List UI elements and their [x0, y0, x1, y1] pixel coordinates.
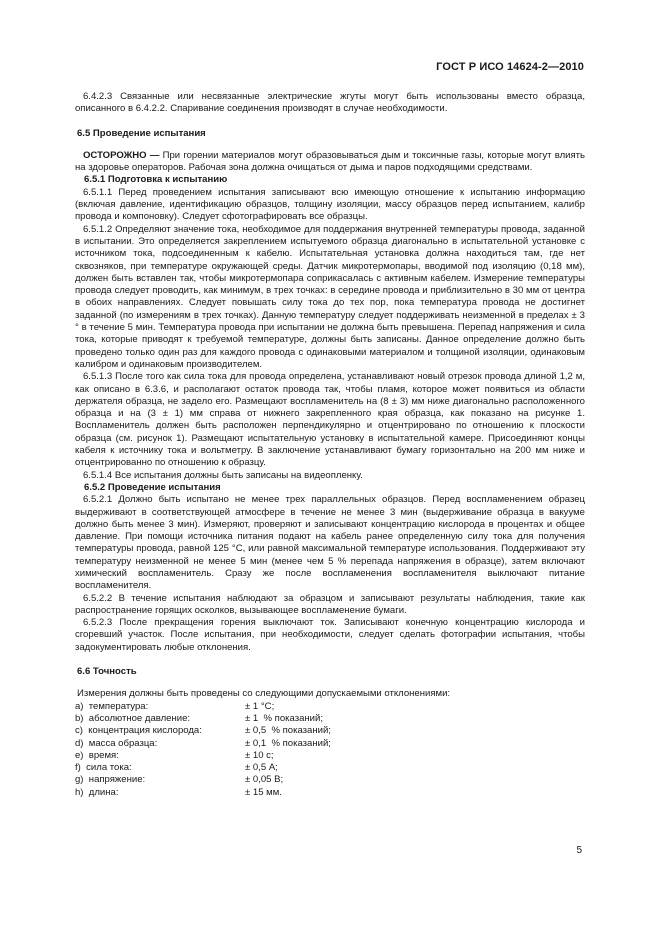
- tolerance-label: b) абсолютное давление:: [75, 712, 191, 724]
- page-number: 5: [576, 845, 582, 856]
- paragraph-6-4-2-3: 6.4.2.3 Связанные или несвязанные электрические жгуты могут быть использованы вместо образца, описанного в 6.4.2.2. Спаривание соединения производят в случае необходимости.: [75, 91, 585, 115]
- tolerance-label: a) температура:: [75, 700, 149, 712]
- warning-text: При горении материалов могут образовываться дым и токсичные газы, которые могут влиять на здоровье операторов. Рабочая зона должна очищаться от дыма и паров подходящими средствами.: [75, 149, 585, 174]
- tolerance-label: e) время:: [75, 749, 119, 761]
- tolerance-value: ± 0,1 % показаний;: [245, 737, 331, 749]
- tolerance-intro: Измерения должны быть проведены со следующими допускаемыми отклонениями:: [77, 688, 451, 700]
- tolerance-item: [75, 787, 585, 799]
- tolerance-value: ± 10 с;: [245, 749, 274, 761]
- paragraph-6-5-1-3: 6.5.1.3 После того как сила тока для провода определена, устанавливают новый отрезок провода длиной 1,2 м, как описано в 6.3.6, и располагают остаток провода так, чтобы пламя, которое может появиться из области держателя образца, не задело его. Размещают воспламенитель на (8 ± 3) мм ниже диагонально расположенного образца и на (3 ± 1) мм справа от нижнего закрепленного края образца, как показано на рисунке 1. Воспламенитель должен быть расположен перпендикулярно и отцентрировано по отношению к плоскости образца (см. рисунок 1). Размещают испытательную установку в испытательной камере. Присоединяют концы кабеля к источнику тока и вольтметру. В заключение устанавливают бумагу горизонтально на 200 мм ниже и отцентрированно по отношению к образцу.: [75, 371, 585, 469]
- section-heading-6-6: 6.6 Точность: [77, 666, 137, 678]
- paragraph-6-5-2-2: 6.5.2.2 В течение испытания наблюдают за образцом и записывают результаты наблюдения, такие как распространение горящих осколков, вызывающее воспламенение бумаги.: [75, 592, 585, 616]
- tolerance-item: [75, 738, 585, 750]
- tolerance-list: [75, 701, 585, 799]
- tolerance-value: ± 0,05 В;: [245, 774, 284, 786]
- tolerance-item: [75, 725, 585, 737]
- section-heading-6-5: 6.5 Проведение испытания: [77, 127, 206, 139]
- paragraph-6-5-1-2: 6.5.1.2 Определяют значение тока, необходимое для поддержания внутренней температуры провода, заданной в испытании. Это определяется закреплением испытуемого образца диагонально в испытательной установке с источником тока, подсоединенным к кабелю. Испытательная установка должна находиться там, где нет сквозняков, при температуре окружающей среды. Датчик микротермопары, вводимой под изоляцию (0,18 мм), должен быть вставлен так, чтобы микротермопара соприкасалась с активным кабелем. Измерение температуры провода следует проводить, как минимум, в трех точках: в середине провода и приблизительно в 30 мм от центра в обоих направлениях. Следует повышать силу тока до тех пор, пока температура провода не достигнет заданной (по измерениям в трех точках). Данную температуру следует поддерживать неизменной в пределах ± 3 ° в течение 5 мин. Температура провода при испытании не должна быть превышена. Перепад напряжения и сила тока, которые приводят к требуемой температуре, должны быть записаны. Данное определение должно быть проведено только один раз для каждого провода с одинаковыми материалом и толщиной изоляции, одинаковым калибром и одинаковым производителем.: [75, 223, 585, 370]
- subsection-heading-6-5-1: 6.5.1 Подготовка к испытанию: [84, 174, 228, 186]
- tolerance-value: ± 0,5 А;: [245, 762, 278, 774]
- tolerance-value: ± 1 % показаний;: [245, 712, 323, 724]
- tolerance-value: ± 1 °С;: [245, 700, 275, 712]
- paragraph-6-5-2-3: 6.5.2.3 После прекращения горения выключают ток. Записывают конечную концентрацию кислорода и сгоревший участок. После испытания, при необходимости, следует сделать фотографии испытания, чтобы задокументировать любые отклонения.: [75, 617, 585, 653]
- tolerance-item: [75, 762, 585, 774]
- tolerance-item: [75, 701, 585, 713]
- paragraph-6-5-2-1: 6.5.2.1 Должно быть испытано не менее трех параллельных образцов. Перед воспламенением образец выдерживают в соответствующей атмосфере в течение не менее 3 мин (выдерживание образца в вакууме должно быть менее 3 мин). Измеряют, проверяют и записывают концентрацию кислорода в процентах и общее давление. При помощи источника питания подают на кабель ранее определенную силу тока для получения температуры провода, равной 125 °С, или равной максимальной температуре использования. Поддерживают эту температуру неизменной не менее 5 мин (менее чем 5 % перепада напряжения в образце), затем включают химический воспламенитель. Сразу же после воспламенения воспламенителя выключают питание воспламенителя.: [75, 494, 585, 592]
- tolerance-item: [75, 713, 585, 725]
- paragraph-6-5-1-1: 6.5.1.1 Перед проведением испытания записывают всю имеющую отношение к испытанию информацию (включая давление, идентификацию образцов, толщину изоляции, массу образцов перед испытанием, калибр провода и компоновку). Следует сфотографировать все образцы.: [75, 186, 585, 223]
- warning-lead: ОСТОРОЖНО —: [83, 149, 160, 161]
- tolerance-label: h) длина:: [75, 786, 119, 798]
- document-body: [75, 91, 585, 799]
- paragraph-6-5-1-4: 6.5.1.4 Все испытания должны быть записаны на видеопленку.: [83, 469, 363, 481]
- tolerance-item: [75, 774, 585, 786]
- tolerance-item: [75, 750, 585, 762]
- tolerance-label: c) концентрация кислорода:: [75, 725, 202, 737]
- document-code-header: ГОСТ Р ИСО 14624-2—2010: [436, 61, 584, 73]
- tolerance-label: g) напряжение:: [75, 774, 146, 786]
- subsection-heading-6-5-2: 6.5.2 Проведение испытания: [84, 481, 221, 493]
- warning-paragraph: [75, 150, 585, 175]
- tolerance-value: ± 0,5 % показаний;: [245, 725, 331, 737]
- tolerance-value: ± 15 мм.: [245, 786, 282, 798]
- tolerance-label: f) сила тока:: [75, 762, 132, 774]
- tolerance-label: d) масса образца:: [75, 737, 158, 749]
